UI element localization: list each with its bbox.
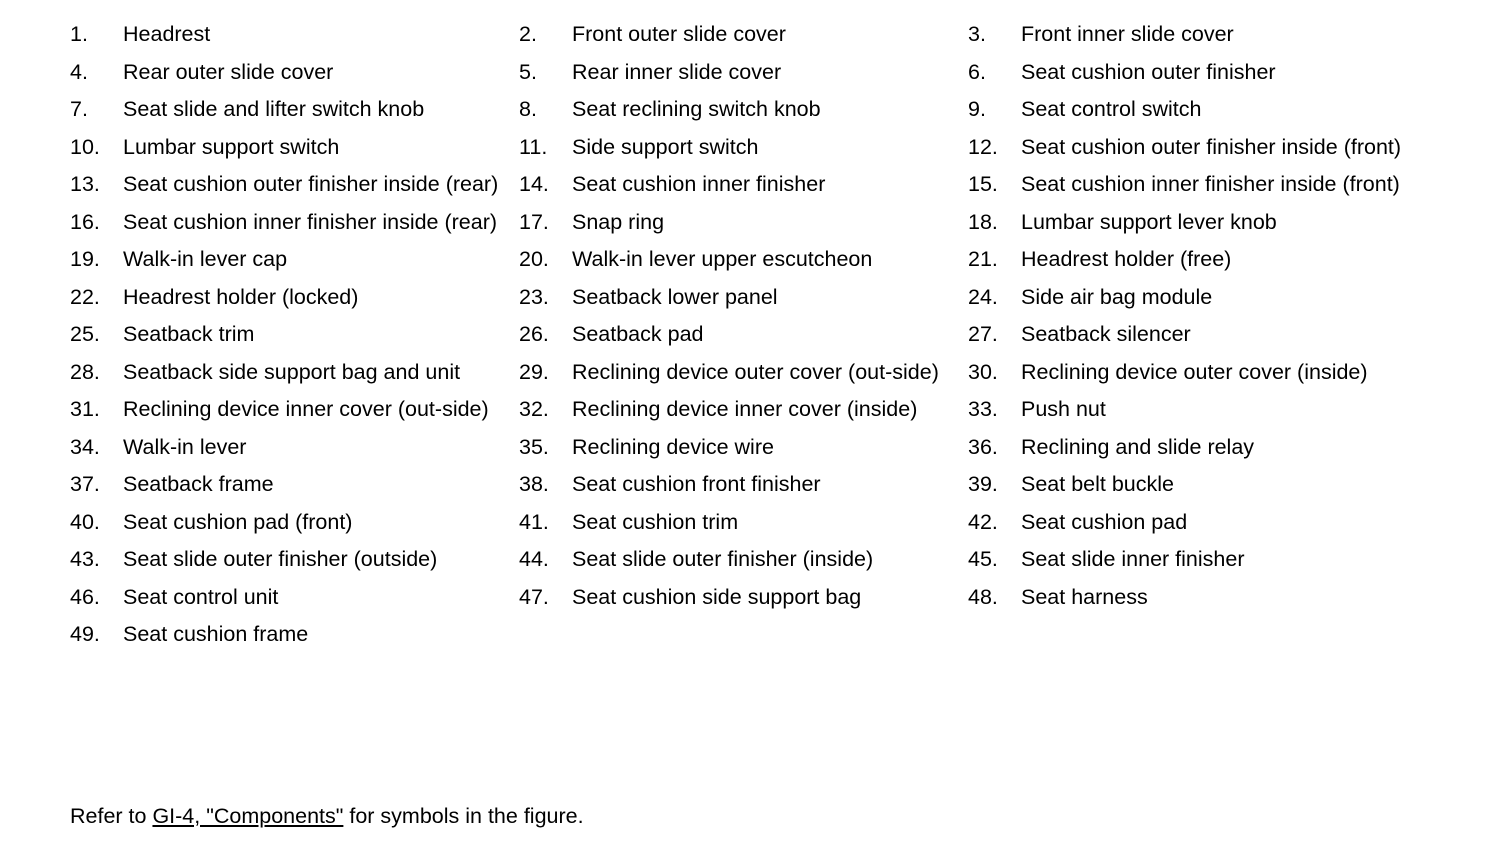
legend-item-label: Seat cushion side support bag bbox=[572, 584, 862, 609]
legend-item bbox=[519, 433, 968, 462]
legend-item-number: 8. bbox=[519, 97, 537, 121]
legend-item-label: Seat cushion pad bbox=[1021, 509, 1188, 534]
legend-item-label: Seat cushion inner finisher inside (front) bbox=[1021, 172, 1400, 196]
legend-item-label: Reclining device inner cover (out-side) bbox=[123, 397, 489, 421]
legend-item-number: 34. bbox=[70, 434, 100, 459]
footer-note bbox=[70, 802, 584, 830]
legend-item bbox=[968, 320, 1438, 349]
legend-item-label: Reclining and slide relay bbox=[1021, 434, 1255, 459]
legend-item bbox=[70, 133, 519, 162]
legend-item-label: Front inner slide cover bbox=[1021, 22, 1234, 46]
legend-item-number: 33. bbox=[968, 397, 998, 421]
legend-item-label: Seatback lower panel bbox=[572, 284, 778, 309]
legend-item bbox=[968, 395, 1438, 424]
legend-item-number: 23. bbox=[519, 284, 549, 309]
legend-item-number: 12. bbox=[968, 134, 998, 159]
legend-item-label: Reclining device outer cover (inside) bbox=[1021, 359, 1368, 384]
legend-item-number: 21. bbox=[968, 247, 998, 271]
legend-item-number: 46. bbox=[70, 584, 100, 609]
legend-item-label: Seat cushion inner finisher bbox=[572, 172, 826, 196]
legend-item-label: Reclining device inner cover (inside) bbox=[572, 397, 918, 421]
legend-item-label: Seat control switch bbox=[1021, 97, 1202, 121]
legend-item bbox=[70, 470, 519, 499]
legend-item-label: Seatback trim bbox=[123, 322, 255, 346]
legend-item-number: 24. bbox=[968, 284, 998, 309]
legend-item-number: 26. bbox=[519, 322, 549, 346]
legend-item bbox=[968, 545, 1438, 574]
legend-item bbox=[968, 583, 1438, 612]
components-reference-link[interactable]: GI-4, "Components" bbox=[152, 804, 344, 828]
legend-item-number: 39. bbox=[968, 472, 998, 496]
legend-item-number: 7. bbox=[70, 97, 88, 121]
legend-item bbox=[519, 95, 968, 124]
legend-item-label: Seat slide inner finisher bbox=[1021, 547, 1245, 571]
legend-item-number: 14. bbox=[519, 172, 549, 196]
legend-item bbox=[70, 20, 519, 49]
legend-item bbox=[519, 170, 968, 199]
legend-item bbox=[519, 208, 968, 237]
legend-item bbox=[519, 508, 968, 537]
legend-item bbox=[70, 395, 519, 424]
legend-item-label: Seat cushion outer finisher inside (front) bbox=[1021, 134, 1402, 159]
legend-item-label: Walk-in lever upper escutcheon bbox=[572, 247, 873, 271]
legend-item-number: 44. bbox=[519, 547, 549, 571]
legend-item bbox=[519, 133, 968, 162]
legend-item-label: Seat slide outer finisher (inside) bbox=[572, 547, 874, 571]
legend-item bbox=[70, 58, 519, 87]
legend-item-number: 11. bbox=[519, 134, 548, 159]
legend-item-label: Lumbar support lever knob bbox=[1021, 209, 1277, 234]
legend-item-number: 9. bbox=[968, 97, 986, 121]
legend-item-number: 6. bbox=[968, 59, 986, 84]
legend-item-label: Push nut bbox=[1021, 397, 1106, 421]
legend-item-number: 10. bbox=[70, 134, 100, 159]
legend-item bbox=[968, 58, 1438, 87]
legend-item-number: 45. bbox=[968, 547, 998, 571]
legend-item bbox=[70, 358, 519, 387]
legend-item-number: 4. bbox=[70, 59, 88, 84]
legend-item-number: 37. bbox=[70, 472, 100, 496]
legend-item-label: Reclining device outer cover (out-side) bbox=[572, 359, 939, 384]
legend-item-number: 19. bbox=[70, 247, 100, 271]
legend-item bbox=[70, 170, 519, 199]
footer-suffix: for symbols in the figure. bbox=[343, 804, 584, 828]
legend-item-label: Seat slide and lifter switch knob bbox=[123, 97, 425, 121]
legend-item bbox=[968, 20, 1438, 49]
legend-item bbox=[70, 508, 519, 537]
legend-item-number: 49. bbox=[70, 622, 100, 646]
legend-item-number: 31. bbox=[70, 397, 100, 421]
legend-item bbox=[70, 583, 519, 612]
legend-item-label: Walk-in lever bbox=[123, 434, 247, 459]
legend-item-number: 16. bbox=[70, 209, 100, 234]
legend-item bbox=[968, 170, 1438, 199]
legend-item-label: Seatback side support bag and unit bbox=[123, 359, 461, 384]
legend-item bbox=[968, 508, 1438, 537]
legend-item bbox=[968, 283, 1438, 312]
legend-item bbox=[519, 583, 968, 612]
legend-item-label: Seat cushion pad (front) bbox=[123, 509, 353, 534]
legend-item-label: Seat reclining switch knob bbox=[572, 97, 821, 121]
legend-item-number: 20. bbox=[519, 247, 549, 271]
legend-item-number: 30. bbox=[968, 359, 998, 384]
legend-item-number: 43. bbox=[70, 547, 100, 571]
legend-item-label: Headrest bbox=[123, 22, 211, 46]
legend-item bbox=[519, 545, 968, 574]
legend-item-number: 29. bbox=[519, 359, 549, 384]
legend-item bbox=[519, 58, 968, 87]
legend-item bbox=[968, 245, 1438, 274]
legend-item-label: Seat cushion front finisher bbox=[572, 472, 821, 496]
legend-item-number: 1. bbox=[70, 22, 88, 46]
legend-item-number: 17. bbox=[519, 209, 549, 234]
legend-item bbox=[70, 433, 519, 462]
legend-item-label: Seat cushion trim bbox=[572, 509, 739, 534]
legend-item-number: 35. bbox=[519, 434, 549, 459]
legend-item-label: Seatback silencer bbox=[1021, 322, 1191, 346]
legend-item-label: Seat slide outer finisher (outside) bbox=[123, 547, 438, 571]
legend-item bbox=[519, 245, 968, 274]
legend-item-label: Snap ring bbox=[572, 209, 665, 234]
legend-item-label: Seat harness bbox=[1021, 584, 1148, 609]
legend-item bbox=[519, 470, 968, 499]
legend-item bbox=[519, 358, 968, 387]
legend-item-label: Headrest holder (free) bbox=[1021, 247, 1232, 271]
component-legend bbox=[70, 20, 1490, 649]
legend-item bbox=[70, 208, 519, 237]
legend-item bbox=[968, 470, 1438, 499]
legend-item-number: 3. bbox=[968, 22, 986, 46]
legend-item bbox=[968, 358, 1438, 387]
legend-item bbox=[70, 545, 519, 574]
legend-item-label: Seat control unit bbox=[123, 584, 279, 609]
legend-item-number: 2. bbox=[519, 22, 537, 46]
legend-item-label: Seatback pad bbox=[572, 322, 704, 346]
legend-item-number: 36. bbox=[968, 434, 998, 459]
legend-item-number: 38. bbox=[519, 472, 549, 496]
legend-item-number: 28. bbox=[70, 359, 100, 384]
footer-prefix: Refer to bbox=[70, 804, 153, 828]
legend-item bbox=[968, 208, 1438, 237]
legend-item-label: Front outer slide cover bbox=[572, 22, 786, 46]
legend-item-label: Reclining device wire bbox=[572, 434, 774, 459]
legend-item-label: Lumbar support switch bbox=[123, 134, 340, 159]
legend-item-number: 48. bbox=[968, 584, 998, 609]
legend-item-number: 18. bbox=[968, 209, 998, 234]
legend-item bbox=[70, 620, 519, 649]
legend-item-number: 25. bbox=[70, 322, 100, 346]
legend-item-label: Side support switch bbox=[572, 134, 759, 159]
legend-item bbox=[968, 433, 1438, 462]
legend-item-label: Rear inner slide cover bbox=[572, 59, 782, 84]
legend-item-label: Side air bag module bbox=[1021, 284, 1213, 309]
legend-item-number: 22. bbox=[70, 284, 100, 309]
legend-item bbox=[968, 95, 1438, 124]
legend-item-label: Rear outer slide cover bbox=[123, 59, 334, 84]
legend-item-label: Seat cushion outer finisher inside (rear) bbox=[123, 172, 499, 196]
legend-item-number: 5. bbox=[519, 59, 537, 84]
legend-item-label: Seat cushion outer finisher bbox=[1021, 59, 1276, 84]
legend-item-number: 40. bbox=[70, 509, 100, 534]
legend-item-label: Seat cushion inner finisher inside (rear) bbox=[123, 209, 498, 234]
legend-item-label: Seat belt buckle bbox=[1021, 472, 1174, 496]
legend-item-number: 32. bbox=[519, 397, 549, 421]
legend-item bbox=[519, 395, 968, 424]
legend-item bbox=[519, 283, 968, 312]
legend-item-number: 27. bbox=[968, 322, 998, 346]
legend-item bbox=[70, 95, 519, 124]
legend-item-number: 13. bbox=[70, 172, 100, 196]
legend-item bbox=[519, 20, 968, 49]
legend-item-number: 42. bbox=[968, 509, 998, 534]
legend-item bbox=[968, 133, 1438, 162]
legend-item-number: 47. bbox=[519, 584, 549, 609]
legend-item-label: Seatback frame bbox=[123, 472, 274, 496]
legend-item-number: 15. bbox=[968, 172, 998, 196]
legend-item-label: Seat cushion frame bbox=[123, 622, 309, 646]
legend-item-label: Headrest holder (locked) bbox=[123, 284, 359, 309]
legend-item bbox=[519, 320, 968, 349]
legend-item bbox=[70, 283, 519, 312]
legend-item bbox=[70, 320, 519, 349]
legend-item-number: 41. bbox=[519, 509, 549, 534]
legend-item bbox=[70, 245, 519, 274]
legend-item-label: Walk-in lever cap bbox=[123, 247, 288, 271]
